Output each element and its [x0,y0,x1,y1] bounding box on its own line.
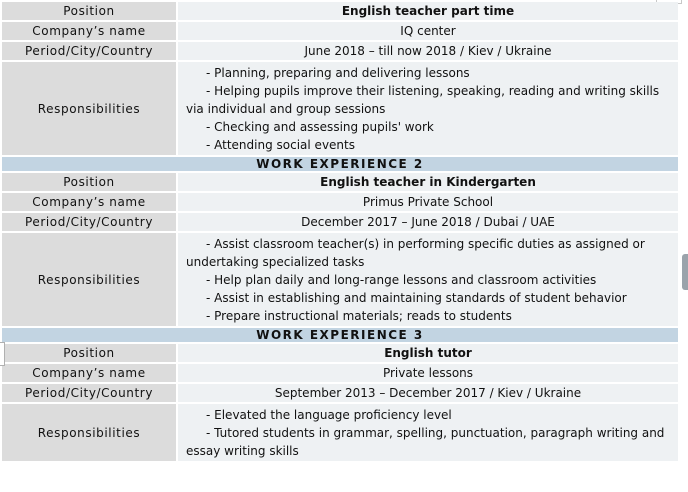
exp2-position-row [2,173,678,191]
edge-marker [0,342,5,366]
exp2-resp-item: - Assist in establishing and maintaining standards of student behavior [206,291,627,305]
exp1-resp-item: - Attending social events [206,138,355,152]
exp3-company-label: Company’s name [2,364,176,382]
exp1-resp-item: - Checking and assessing pupils' work [206,120,434,134]
exp3-position-row [2,344,678,362]
exp2-section-header-row [2,157,678,171]
exp3-section-header: WORK EXPERIENCE 3 [2,328,678,342]
exp2-period-value: December 2017 – June 2018 / Dubai / UAE [178,213,678,231]
exp3-position-label: Position [2,344,176,362]
exp1-period-value: June 2018 – till now 2018 / Kiev / Ukraine [178,42,678,60]
exp2-section-header: WORK EXPERIENCE 2 [2,157,678,171]
exp3-responsibilities-label: Responsibilities [2,404,176,461]
exp1-responsibilities-list [178,62,678,155]
exp2-resp-item-text: - Assist classroom teacher(s) in performing specific duties as assigned or undertaking specialized tasks [186,237,645,269]
exp3-resp-item [186,424,670,460]
exp2-resp-item: - Help plan daily and long-range lessons and classroom activities [206,273,597,287]
exp3-company-row [2,364,678,382]
exp3-responsibilities-row [2,404,678,461]
exp2-company-label: Company’s name [2,193,176,211]
exp1-responsibilities-row [2,62,678,155]
exp2-resp-item: - Prepare instructional materials; reads to students [206,309,512,323]
exp2-responsibilities-row [2,233,678,326]
exp3-responsibilities-list [178,404,678,461]
exp1-position-label: Position [2,2,176,20]
exp2-position-label: Position [2,173,176,191]
exp1-company-label: Company’s name [2,22,176,40]
exp1-position-value: English teacher part time [178,2,678,20]
exp3-period-label: Period/City/Country [2,384,176,402]
exp2-company-row [2,193,678,211]
exp2-period-row [2,213,678,231]
exp3-resp-item-text: - Tutored students in grammar, spelling, punctuation, paragraph writing and essay writing skills [186,426,665,458]
exp2-period-label: Period/City/Country [2,213,176,231]
exp2-responsibilities-list [178,233,678,326]
exp2-resp-item [186,235,670,271]
exp1-period-row [2,42,678,60]
exp2-position-value: English teacher in Kindergarten [178,173,678,191]
exp1-resp-item [186,82,670,118]
exp3-period-value: September 2013 – December 2017 / Kiev / Ukraine [178,384,678,402]
exp3-company-value: Private lessons [178,364,678,382]
exp3-section-header-row [2,328,678,342]
exp3-resp-item: - Elevated the language proficiency level [206,408,452,422]
exp3-period-row [2,384,678,402]
exp1-company-row [2,22,678,40]
side-panel-handle[interactable] [682,254,688,290]
exp2-company-value: Primus Private School [178,193,678,211]
exp1-company-value: IQ center [178,22,678,40]
exp1-resp-item-text: - Helping pupils improve their listening, speaking, reading and writing skills via individual and group sessions [186,84,660,116]
exp1-responsibilities-label: Responsibilities [2,62,176,155]
exp3-position-value: English tutor [178,344,678,362]
exp1-period-label: Period/City/Country [2,42,176,60]
exp2-responsibilities-label: Responsibilities [2,233,176,326]
exp1-position-row [2,2,678,20]
exp1-resp-item: - Planning, preparing and delivering lessons [206,66,470,80]
